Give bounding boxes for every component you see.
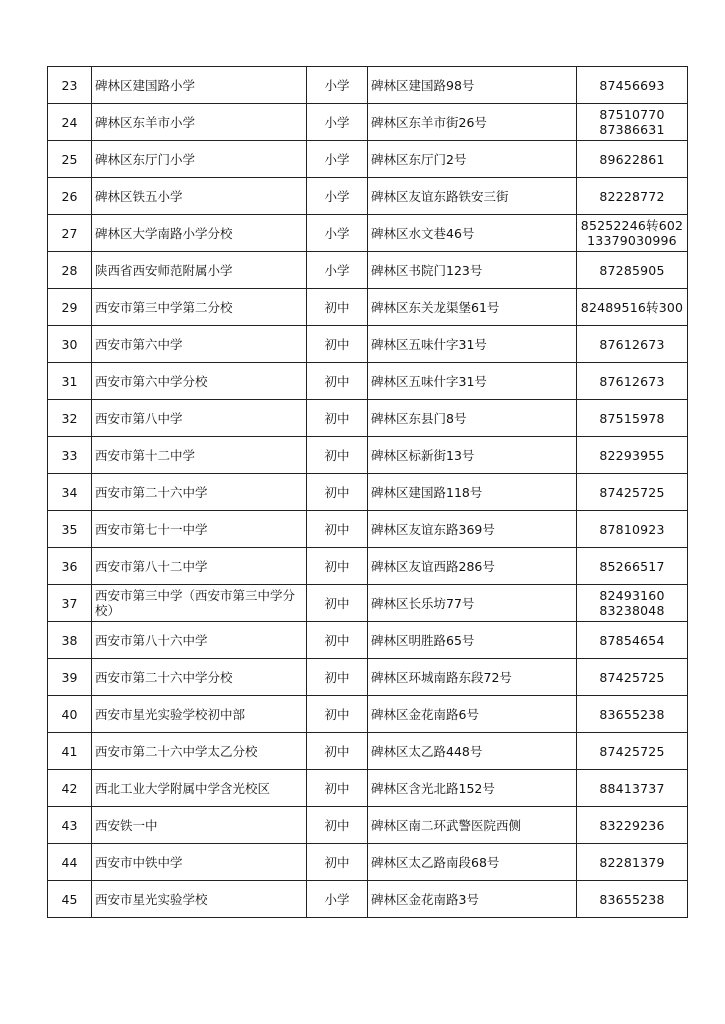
table-row [48, 178, 688, 215]
phone-number: 87386631 [599, 122, 665, 137]
table-row [48, 141, 688, 178]
row-number-cell: 44 [48, 844, 92, 881]
table-row [48, 511, 688, 548]
row-number-cell: 23 [48, 67, 92, 104]
phone-number: 82293955 [599, 447, 665, 463]
school-level-cell: 初中 [307, 511, 368, 548]
row-number-cell: 26 [48, 178, 92, 215]
table-row [48, 696, 688, 733]
school-level-cell: 初中 [307, 696, 368, 733]
row-number-cell: 42 [48, 770, 92, 807]
school-address-cell: 碑林区含光北路152号 [368, 770, 577, 807]
school-address-cell: 碑林区五味什字31号 [368, 326, 577, 363]
phone-number: 87612673 [599, 373, 665, 389]
row-number-cell: 43 [48, 807, 92, 844]
phone-number: 83238048 [599, 603, 665, 618]
school-address-cell: 碑林区建国路98号 [368, 67, 577, 104]
table-row [48, 363, 688, 400]
school-name-cell: 西安市第八中学 [92, 400, 307, 437]
phone-number: 85252246转602 [580, 218, 684, 233]
school-level-cell: 初中 [307, 770, 368, 807]
table-row [48, 289, 688, 326]
school-address-cell: 碑林区环城南路东段72号 [368, 659, 577, 696]
school-address-cell: 碑林区长乐坊77号 [368, 585, 577, 622]
table-row [48, 585, 688, 622]
phone-number: 13379030996 [587, 233, 677, 248]
school-level-cell: 小学 [307, 67, 368, 104]
phone-cell [577, 437, 688, 474]
phone-number: 82281379 [599, 854, 665, 870]
phone-number: 88413737 [599, 780, 665, 796]
school-name-cell: 西安市中铁中学 [92, 844, 307, 881]
phone-cell [577, 67, 688, 104]
phone-number: 89622861 [599, 151, 665, 167]
school-level-cell: 初中 [307, 363, 368, 400]
school-level-cell: 小学 [307, 252, 368, 289]
row-number-cell: 38 [48, 622, 92, 659]
school-address-cell: 碑林区东羊市街26号 [368, 104, 577, 141]
phone-cell [577, 104, 688, 141]
phone-cell [577, 289, 688, 326]
school-level-cell: 初中 [307, 437, 368, 474]
phone-cell [577, 474, 688, 511]
school-address-cell: 碑林区东厅门2号 [368, 141, 577, 178]
phone-cell [577, 215, 688, 252]
school-level-cell: 初中 [307, 659, 368, 696]
phone-cell [577, 400, 688, 437]
phone-number: 87612673 [599, 336, 665, 352]
school-name-cell: 西安市第八十二中学 [92, 548, 307, 585]
phone-number: 87854654 [599, 632, 665, 648]
school-name-cell: 西安铁一中 [92, 807, 307, 844]
row-number-cell: 32 [48, 400, 92, 437]
row-number-cell: 45 [48, 881, 92, 918]
school-name-cell: 碑林区建国路小学 [92, 67, 307, 104]
school-name-cell: 西安市第六中学 [92, 326, 307, 363]
phone-cell [577, 511, 688, 548]
school-address-cell: 碑林区友谊东路铁安三街 [368, 178, 577, 215]
school-level-cell: 小学 [307, 178, 368, 215]
school-level-cell: 初中 [307, 400, 368, 437]
phone-cell [577, 178, 688, 215]
school-level-cell: 小学 [307, 141, 368, 178]
phone-number: 87456693 [599, 77, 665, 93]
school-name-cell: 西安市第二十六中学 [92, 474, 307, 511]
school-name-cell: 西安市第三中学第二分校 [92, 289, 307, 326]
row-number-cell: 31 [48, 363, 92, 400]
school-address-cell: 碑林区东关龙渠堡61号 [368, 289, 577, 326]
school-name-cell: 陕西省西安师范附属小学 [92, 252, 307, 289]
phone-number: 87425725 [599, 743, 665, 759]
row-number-cell: 41 [48, 733, 92, 770]
school-level-cell: 初中 [307, 844, 368, 881]
school-name-cell: 西安市第七十一中学 [92, 511, 307, 548]
school-level-cell: 初中 [307, 585, 368, 622]
phone-number: 87285905 [599, 262, 665, 278]
table-row [48, 104, 688, 141]
school-address-cell: 碑林区友谊东路369号 [368, 511, 577, 548]
row-number-cell: 24 [48, 104, 92, 141]
school-name-cell: 西安市星光实验学校 [92, 881, 307, 918]
school-name-cell: 碑林区大学南路小学分校 [92, 215, 307, 252]
table-row [48, 622, 688, 659]
school-level-cell: 初中 [307, 548, 368, 585]
phone-cell [577, 141, 688, 178]
row-number-cell: 37 [48, 585, 92, 622]
phone-number: 87810923 [599, 521, 665, 537]
school-address-cell: 碑林区金花南路6号 [368, 696, 577, 733]
school-level-cell: 初中 [307, 289, 368, 326]
school-name-cell: 碑林区东厅门小学 [92, 141, 307, 178]
school-name-cell: 西安市第三中学（西安市第三中学分校） [92, 585, 307, 622]
school-level-cell: 小学 [307, 881, 368, 918]
phone-cell [577, 659, 688, 696]
table-row [48, 548, 688, 585]
school-address-cell: 碑林区南二环武警医院西侧 [368, 807, 577, 844]
school-address-cell: 碑林区水文巷46号 [368, 215, 577, 252]
school-address-cell: 碑林区明胜路65号 [368, 622, 577, 659]
phone-number: 87425725 [599, 669, 665, 685]
phone-cell [577, 770, 688, 807]
table-row [48, 807, 688, 844]
table-row [48, 770, 688, 807]
school-address-cell: 碑林区东县门8号 [368, 400, 577, 437]
school-name-cell: 西安市星光实验学校初中部 [92, 696, 307, 733]
school-address-cell: 碑林区书院门123号 [368, 252, 577, 289]
row-number-cell: 27 [48, 215, 92, 252]
table-row [48, 881, 688, 918]
phone-number: 87515978 [599, 410, 665, 426]
row-number-cell: 35 [48, 511, 92, 548]
school-level-cell: 小学 [307, 104, 368, 141]
school-address-cell: 碑林区友谊西路286号 [368, 548, 577, 585]
school-address-cell: 碑林区五味什字31号 [368, 363, 577, 400]
phone-number: 82493160 [599, 588, 665, 603]
school-level-cell: 初中 [307, 326, 368, 363]
phone-number: 83655238 [599, 891, 665, 907]
phone-number: 85266517 [599, 558, 665, 574]
school-name-cell: 西安市第二十六中学太乙分校 [92, 733, 307, 770]
row-number-cell: 25 [48, 141, 92, 178]
row-number-cell: 33 [48, 437, 92, 474]
school-name-cell: 西北工业大学附属中学含光校区 [92, 770, 307, 807]
school-name-cell: 西安市第六中学分校 [92, 363, 307, 400]
phone-cell [577, 696, 688, 733]
table-row [48, 733, 688, 770]
phone-cell [577, 363, 688, 400]
phone-number: 82228772 [599, 188, 665, 204]
school-level-cell: 初中 [307, 622, 368, 659]
row-number-cell: 30 [48, 326, 92, 363]
table-row [48, 474, 688, 511]
row-number-cell: 40 [48, 696, 92, 733]
school-table [47, 66, 688, 918]
school-address-cell: 碑林区标新街13号 [368, 437, 577, 474]
table-row [48, 844, 688, 881]
school-table-body [48, 67, 688, 918]
school-level-cell: 小学 [307, 215, 368, 252]
table-row [48, 67, 688, 104]
phone-cell [577, 622, 688, 659]
phone-number: 83229236 [599, 817, 665, 833]
school-name-cell: 西安市第十二中学 [92, 437, 307, 474]
table-row [48, 659, 688, 696]
school-name-cell: 西安市第二十六中学分校 [92, 659, 307, 696]
school-name-cell: 碑林区东羊市小学 [92, 104, 307, 141]
school-name-cell: 碑林区铁五小学 [92, 178, 307, 215]
phone-cell [577, 585, 688, 622]
school-name-cell: 西安市第八十六中学 [92, 622, 307, 659]
school-address-cell: 碑林区金花南路3号 [368, 881, 577, 918]
phone-cell [577, 733, 688, 770]
phone-cell [577, 548, 688, 585]
table-row [48, 326, 688, 363]
phone-number: 82489516转300 [580, 299, 684, 315]
row-number-cell: 39 [48, 659, 92, 696]
table-row [48, 437, 688, 474]
row-number-cell: 28 [48, 252, 92, 289]
table-row [48, 400, 688, 437]
school-level-cell: 初中 [307, 474, 368, 511]
school-address-cell: 碑林区太乙路448号 [368, 733, 577, 770]
phone-cell [577, 844, 688, 881]
phone-cell [577, 326, 688, 363]
table-row [48, 252, 688, 289]
row-number-cell: 34 [48, 474, 92, 511]
school-level-cell: 初中 [307, 807, 368, 844]
row-number-cell: 29 [48, 289, 92, 326]
table-row [48, 215, 688, 252]
school-level-cell: 初中 [307, 733, 368, 770]
school-address-cell: 碑林区太乙路南段68号 [368, 844, 577, 881]
phone-number: 87425725 [599, 484, 665, 500]
phone-number: 87510770 [599, 107, 665, 122]
phone-cell [577, 807, 688, 844]
phone-cell [577, 252, 688, 289]
phone-cell [577, 881, 688, 918]
school-address-cell: 碑林区建国路118号 [368, 474, 577, 511]
phone-number: 83655238 [599, 706, 665, 722]
row-number-cell: 36 [48, 548, 92, 585]
